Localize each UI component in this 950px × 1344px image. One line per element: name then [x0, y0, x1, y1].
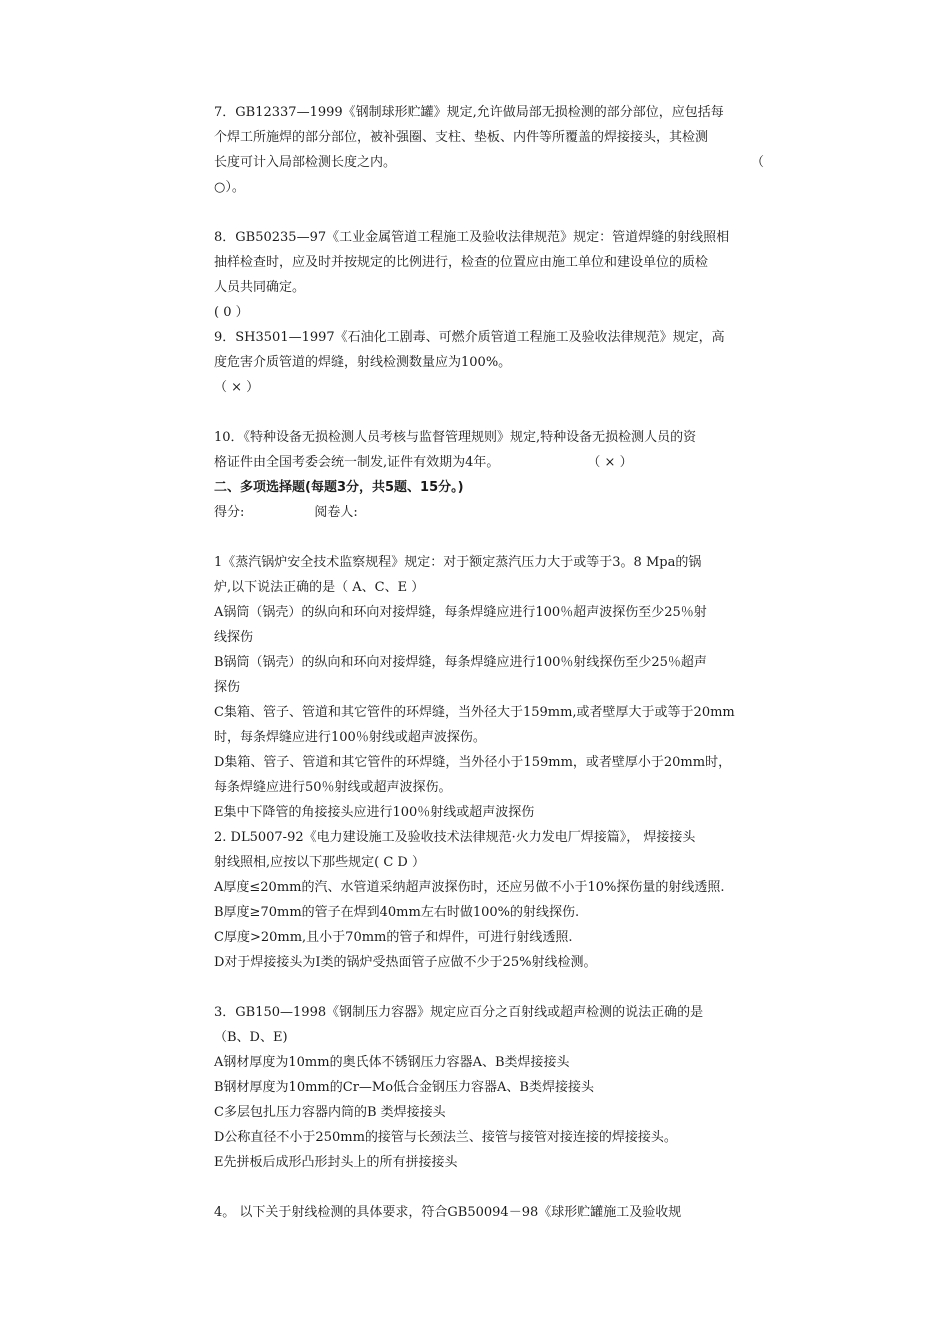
m1-option-e-1: E集中下降管的角接接头应进行100％射线或超声波探伤 [214, 805, 535, 820]
m1-option-c-1: C集箱、管子、管道和其它管件的环焊缝，当外径大于159mm,或者壁厚大于或等于20mm [214, 705, 735, 720]
q9-line-2: 度危害介质管道的焊缝，射线检测数量应为100%。 [214, 355, 512, 370]
q10-line-2 [214, 450, 764, 475]
m1-option-c-2: 时，每条焊缝应进行100％射线或超声波探伤。 [214, 730, 486, 745]
m3-line-1: 3．GB150—1998《钢制压力容器》规定应百分之百射线或超声检测的说法正确的是 [214, 1005, 704, 1020]
m1-option-a-1: A锅筒（锅壳）的纵向和环向对接焊缝，每条焊缝应进行100％超声波探伤至少25％射 [214, 605, 707, 620]
q10-answer: （ × ） [587, 455, 633, 470]
q7-line-3 [214, 150, 764, 175]
q7-answer-paren: （ [750, 155, 764, 170]
spacer [214, 975, 764, 1000]
m2-option-a: A厚度≤20mm的汽、水管道采纳超声波探伤时，还应另做不小于10%探伤量的射线透照. [214, 880, 725, 895]
grader-label: 阅卷人: [314, 505, 358, 520]
q7-line-1: 7．GB12337—1999《钢制球形贮罐》规定,允许做局部无损检测的部分部位，应包括每 [214, 105, 724, 120]
m1-option-d-2: 每条焊缝应进行50％射线或超声波探伤。 [214, 780, 452, 795]
m1-option-d-1: D集箱、管子、管道和其它管件的环焊缝，当外径小于159mm，或者壁厚小于20mm时， [214, 755, 732, 770]
q10-line-2-text: 格证件由全国考委会统一制发,证件有效期为4年。 [214, 455, 500, 470]
q7-line-2: 个焊工所施焊的部分部位，被补强圈、支柱、垫板、内件等所覆盖的焊接接头，其检测 [214, 130, 709, 145]
m2-option-d: D对于焊接接头为Ⅰ类的锅炉受热面管子应做不少于25%射线检测。 [214, 955, 597, 970]
q9-answer: （ × ） [214, 380, 260, 395]
m1-line-1: 1《蒸汽锅炉安全技术监察规程》规定：对于额定蒸汽压力大于或等于3。8 Mpa的锅 [214, 555, 702, 570]
q8-line-1: 8．GB50235—97《工业金属管道工程施工及验收法律规范》规定：管道焊缝的射线照相 [214, 230, 730, 245]
m3-option-a: A钢材厚度为10mm的奥氏体不锈钢压力容器A、B类焊接接头 [214, 1055, 570, 1070]
spacer [214, 200, 764, 225]
m3-line-2: （B、D、E) [214, 1030, 288, 1045]
m2-line-1: 2. DL5007-92《电力建设施工及验收技术法律规范·火力发电厂焊接篇》， 焊接接头 [214, 830, 696, 845]
spacer [214, 1175, 764, 1200]
m4-line-1: 4。 以下关于射线检测的具体要求，符合GB50094－98《球形贮罐施工及验收规 [214, 1205, 682, 1220]
q7-answer: ○）。 [214, 180, 245, 195]
q8-line-2: 抽样检查时，应及时并按规定的比例进行，检查的位置应由施工单位和建设单位的质检 [214, 255, 709, 270]
document-page [214, 100, 764, 1225]
m1-option-a-2: 线探伤 [214, 630, 254, 645]
m2-option-b: B厚度≥70mm的管子在焊到40mm左右时做100%的射线探伤. [214, 905, 580, 920]
q8-answer: ( 0 ） [214, 305, 249, 320]
spacer [214, 525, 764, 550]
m3-option-c: C多层包扎压力容器内筒的B 类焊接接头 [214, 1105, 446, 1120]
spacer [214, 400, 764, 425]
m1-option-b-1: B锅筒（锅壳）的纵向和环向对接焊缝，每条焊缝应进行100％射线探伤至少25％超声 [214, 655, 707, 670]
m2-option-c: C厚度>20mm,且小于70mm的管子和焊件，可进行射线透照. [214, 930, 573, 945]
score-line [214, 500, 764, 525]
q10-line-1: 10．《特种设备无损检测人员考核与监督管理规则》规定,特种设备无损检测人员的资 [214, 430, 697, 445]
m3-option-e: E先拼板后成形凸形封头上的所有拼接接头 [214, 1155, 458, 1170]
q8-line-3: 人员共同确定。 [214, 280, 306, 295]
m2-line-2: 射线照相,应按以下那些规定( C D ） [214, 855, 425, 870]
m3-option-d: D公称直径不小于250mm的接管与长颈法兰、接管与接管对接连接的焊接接头。 [214, 1130, 677, 1145]
q9-line-1: 9．SH3501—1997《石油化工剧毒、可燃介质管道工程施工及验收法律规范》规定，高 [214, 330, 725, 345]
section-2-heading: 二、多项选择题(每题3分，共5题、15分。) [214, 480, 464, 495]
m1-option-b-2: 探伤 [214, 680, 241, 695]
q7-line-3-text: 长度可计入局部检测长度之内。 [214, 155, 397, 170]
m3-option-b: B钢材厚度为10mm的Cr—Mo低合金钢压力容器A、B类焊接接头 [214, 1080, 594, 1095]
score-label: 得分: [214, 505, 245, 520]
m1-line-2: 炉,以下说法正确的是（ A、C、E ） [214, 580, 425, 595]
